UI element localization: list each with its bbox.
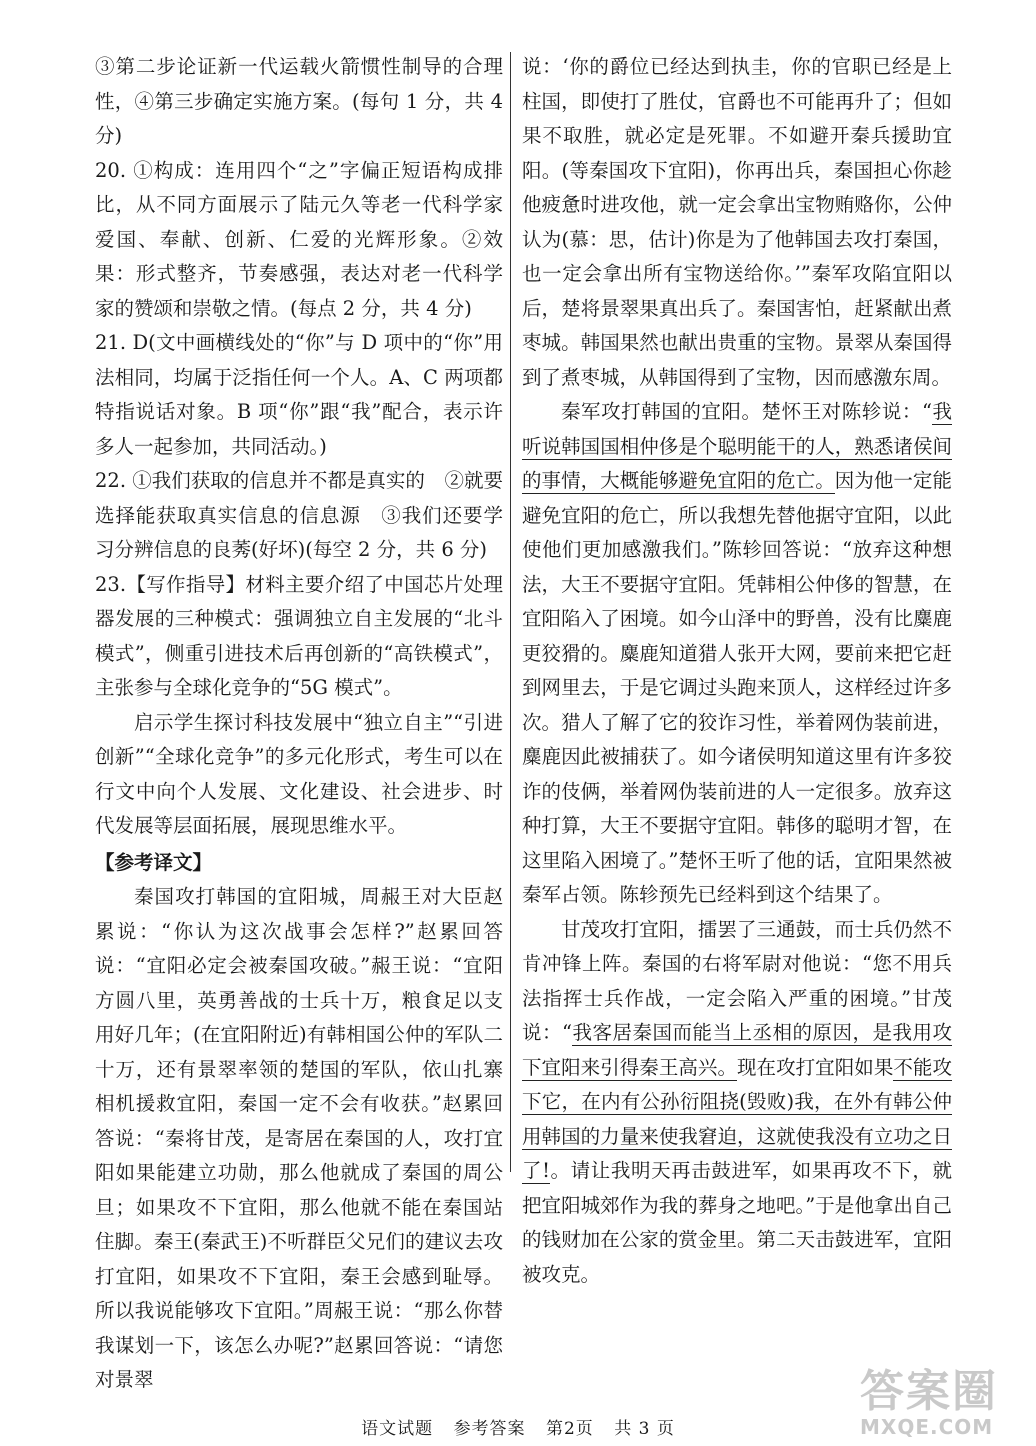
translation-paragraph-1: 秦国攻打韩国的宜阳城，周赧王对大臣赵累说：“你认为这次战事会怎样?”赵累回答说：“宜阳必定会被秦国攻破。”赧王说：“宜阳方圆八里，英勇善战的士兵十万，粮食足以支用好几年；(在宜阳附近)有韩相国公仲的军队二十万，还有景翠率领的楚国的军队，依山扎寨相机援救宜阳，秦国一定不会有收获。”赵累回答说：“秦将甘茂，是寄居在秦国的人，攻打宜阳如果能建立功勋，那么他就成了秦国的周公旦；如果攻不下宜阳，那么他就不能在秦国站住脚。秦王(秦武王)不听群臣父兄们的建议去攻打宜阳，如果攻不下宜阳，秦王会感到耻辱。所以我说能够攻下宜阳。”周赧王说：“那么你替我谋划一下，该怎么办呢?”赵累回答说：“请您对景翠: [95, 885, 503, 1391]
footer-page-number: 第2页: [545, 1419, 594, 1439]
watermark-logo: [860, 1368, 1020, 1438]
answer-23-inspiration: 启示学生探讨科技发展中“独立自主”“引进创新”“全球化竞争”的多元化形式，考生可以在行文中向个人发展、文化建设、社会进步、时代发展等层面拓展，展现思维水平。: [95, 710, 503, 837]
translation-heading: 【参考译文】: [95, 850, 213, 874]
footer-subject: 语文试题: [361, 1419, 434, 1439]
translation-2-lead: 秦军攻打韩国的宜阳。楚怀王对陈轸说：“: [561, 400, 932, 423]
answer-21: 21. D(文中画横线处的“你”与 D 项中的“你”用法相同，均属于泛指任何一个人。A、C 两项都特指说话对象。B 项“你”跟“我”配合，表示许多人一起参加，共同活动。): [95, 331, 503, 458]
translation-2-rest: 因为他一定能避免宜阳的危亡，所以我想先替他据守宜阳，以此使他们更加感激我们。”陈轸回答说：“放弃这种想法，大王不要据守宜阳。凭韩相公仲侈的智慧，在宜阳陷入了困境。如今山泽中的野兽，没有比麋鹿更狡猾的。麋鹿知道猎人张开大网，要前来把它赶到网里去，于是它调过头跑来顶人，这样经过许多次。猎人了解了它的狡诈习性，举着网伪装前进，麋鹿因此被捕获了。如今诸侯明知道这里有许多狡诈的伎俩，举着网伪装前进的人一定很多。放弃这种打算，大王不要据守宜阳。韩侈的聪明才智，在这里陷入困境了。”楚怀王听了他的话，宜阳果然被秦军占领。陈轸预先已经料到这个结果了。: [522, 469, 952, 906]
translation-paragraph-2: [522, 395, 952, 913]
underlined-sentence-3: 不能攻下它，在内有公孙衍阻挠(毁败)我，在外有韩公仲用韩国的力量来使我窘迫，这就使我没有立功之日了!: [522, 1055, 952, 1182]
translation-3-rest: 。请让我明天再击鼓进军，如果再攻不下，就把宜阳城郊作为我的葬身之地吧。”于是他拿出自己的钱财加在公家的赏金里。第二天击鼓进军，宜阳被攻克。: [522, 1159, 952, 1286]
footer-total-pages: 共 3 页: [614, 1419, 675, 1439]
underlined-sentence-2: 我客居秦国而能当上丞相的原因，是我用攻下宜阳来引得秦王高兴。: [522, 1021, 952, 1079]
translation-3-lead: 甘茂攻打宜阳，擂罢了三通鼓，而士兵仍然不肯冲锋上阵。秦国的右将军尉对他说：“您不用兵法指挥士兵作战，一定会陷入严重的困境。”甘茂说：“: [522, 917, 952, 1044]
footer-kind: 参考答案: [453, 1419, 526, 1439]
left-column: [95, 50, 503, 1398]
answer-23-guide: 23.【写作指导】材料主要介绍了中国芯片处理器发展的三种模式：强调独立自主发展的“北斗模式”，侧重引进技术后再创新的“高铁模式”，主张参与全球化竞争的“5G 模式”。: [95, 572, 503, 699]
answer-22: 22. ①我们获取的信息并不都是真实的 ②就要选择能获取真实信息的信息源 ③我们还要学习分辨信息的良莠(好坏)(每空 2 分，共 6 分): [95, 469, 503, 561]
translation-paragraph-3: [522, 913, 952, 1293]
column-divider: [510, 52, 511, 1172]
right-column: [522, 50, 952, 1292]
translation-3-mid: 现在攻打宜阳如果: [737, 1055, 894, 1079]
answer-19-tail: ③第二步论证新一代运载火箭惯性制导的合理性，④第三步确定实施方案。(每句 1 分，共 4 分): [95, 55, 503, 147]
translation-paragraph-1-cont: 说：‘你的爵位已经达到执圭，你的官职已经是上柱国，即使打了胜仗，官爵也不可能再升了；但如果不取胜，就必定是死罪。不如避开秦兵援助宜阳。(等秦国攻下宜阳)，你再出兵，秦国担心你趁他疲惫时进攻他，就一定会拿出宝物贿赂你，公仲认为(慕：思，估计)你是为了他韩国去攻打秦国，也一定会拿出所有宝物送给你。’”秦军攻陷宜阳以后，楚将景翠果真出兵了。秦国害怕，赶紧献出煮枣城。韩国果然也献出贵重的宝物。景翠从秦国得到了煮枣城，从韩国得到了宝物，因而感激东周。: [522, 55, 952, 389]
underlined-sentence-1: 我听说韩国国相仲侈是个聪明能干的人，熟悉诸侯间的事情，大概能够避免宜阳的危亡。: [522, 400, 952, 492]
watermark-url: MXQE.COM: [860, 1415, 994, 1439]
watermark-logo-text: 答案圈: [860, 1366, 998, 1417]
answer-20: 20. ①构成：连用四个“之”字偏正短语构成排比，从不同方面展示了陆元久等老一代科学家爱国、奉献、创新、仁爱的光辉形象。②效果：形式整齐，节奏感强，表达对老一代科学家的赞颂和崇敬之情。(每点 2 分，共 4 分): [95, 158, 503, 320]
